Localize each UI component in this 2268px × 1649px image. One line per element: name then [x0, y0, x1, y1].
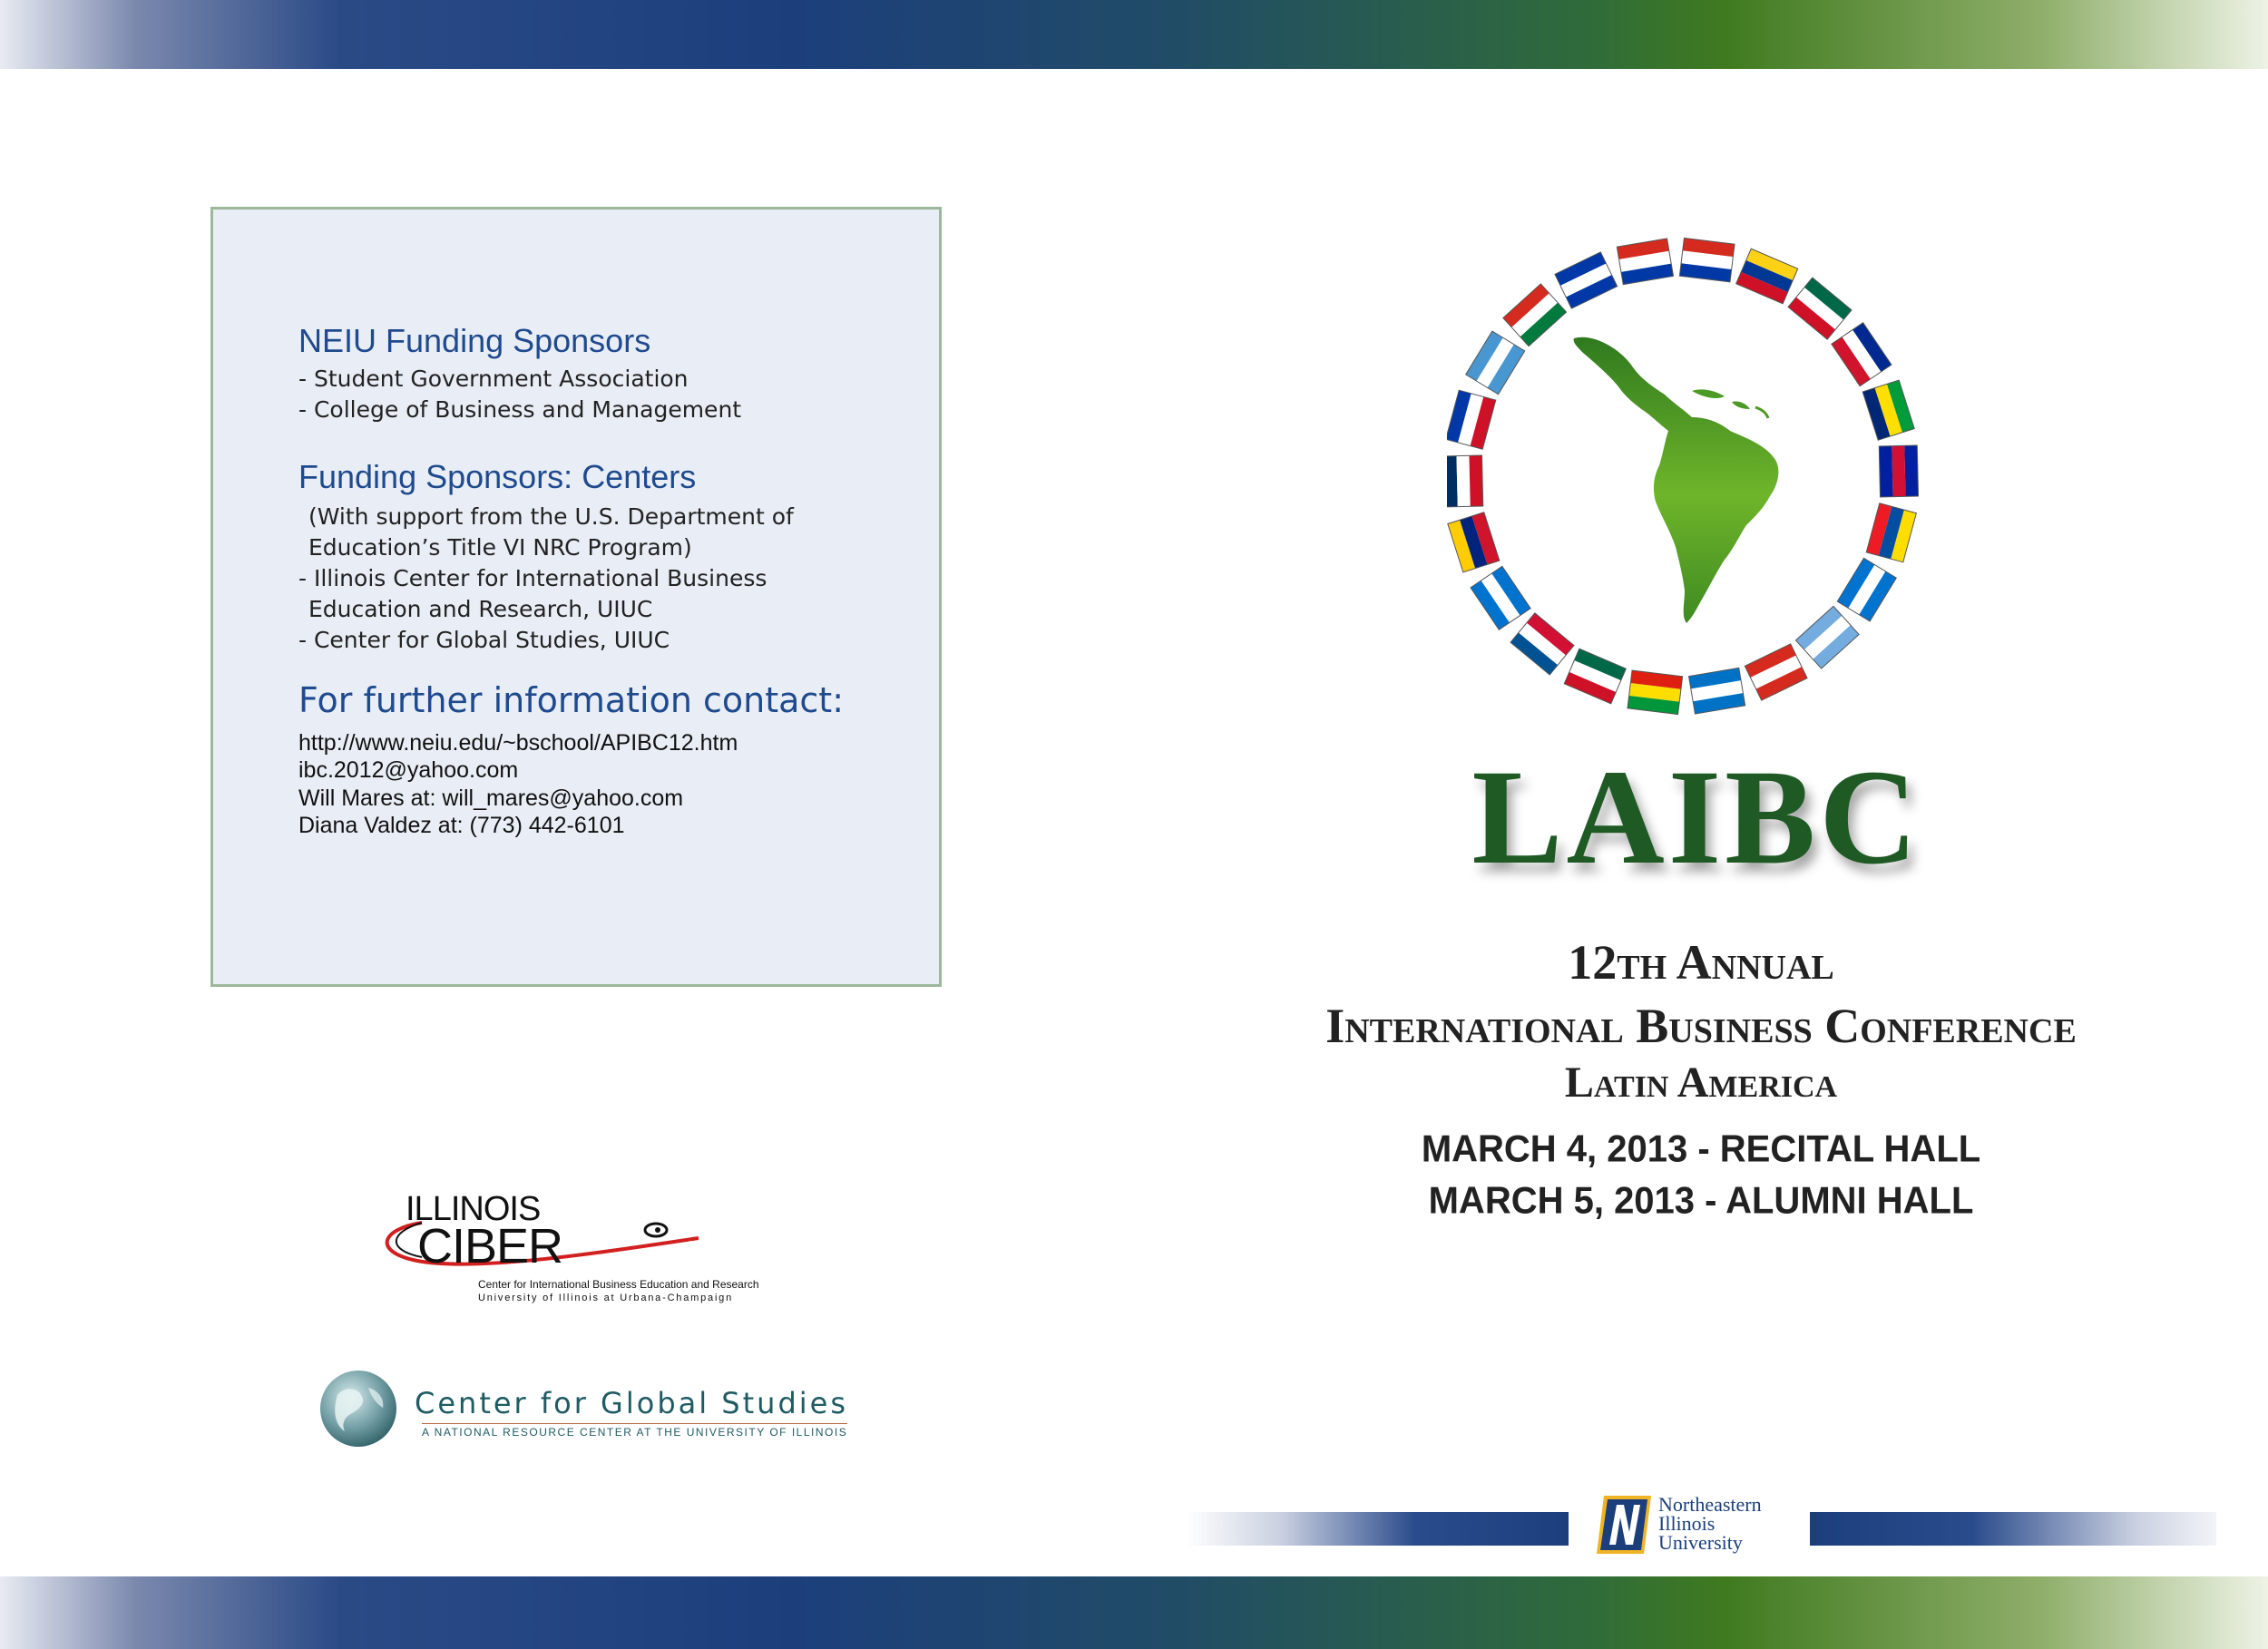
country-flag	[1510, 613, 1574, 675]
centers-sponsors-heading: Funding Sponsors: Centers	[298, 458, 697, 495]
footer-rule-right	[1810, 1512, 2216, 1546]
centers-line: (With support from the U.S. Department of	[308, 503, 794, 530]
event-date-2: MARCH 5, 2013 - ALUMNI HALL	[1428, 1179, 1974, 1223]
top-gradient-band	[0, 0, 2268, 69]
country-flag	[1679, 238, 1735, 281]
contact-heading: For further information contact:	[298, 680, 845, 720]
footer-rule-left	[1186, 1512, 1569, 1546]
centers-line: Education and Research, UIUC	[308, 596, 653, 622]
event-date-1: MARCH 4, 2013 - RECITAL HALL	[1421, 1127, 1981, 1171]
country-flag	[1471, 566, 1530, 629]
globe-icon	[318, 1368, 399, 1449]
conference-edition: 12th Annual	[1568, 935, 1834, 990]
neiu-name-line: University	[1658, 1531, 1743, 1554]
country-flag	[1745, 644, 1807, 700]
laibc-acronym: LAIBC	[1471, 742, 1921, 893]
contact-url[interactable]: http://www.neiu.edu/~bschool/APIBC12.htm	[298, 730, 738, 756]
contact-will-mares: Will Mares at: will_mares@yahoo.com	[298, 785, 684, 811]
conference-region: Latin America	[1564, 1059, 1838, 1107]
contact-email[interactable]: ibc.2012@yahoo.com	[298, 757, 519, 783]
ciber-illinois-text: ILLINOIS	[406, 1190, 541, 1228]
cgs-title: Center for Global Studies	[415, 1386, 848, 1420]
centers-line: Education’s Title VI NRC Program)	[308, 534, 692, 561]
conference-title: International Business Conference	[1325, 999, 2077, 1053]
country-flag	[1879, 445, 1918, 497]
ciber-main-text: CIBER	[417, 1219, 563, 1273]
country-flag	[1866, 503, 1916, 562]
country-flag	[1832, 323, 1892, 386]
bottom-gradient-band	[0, 1576, 2268, 1649]
country-flag	[1788, 278, 1852, 339]
ciber-full-name: Center for International Business Education and Research	[478, 1278, 759, 1291]
country-flag	[1564, 649, 1626, 704]
country-flag	[1689, 668, 1745, 714]
country-flag	[1862, 380, 1914, 440]
neiu-sponsor-item: - College of Business and Management	[298, 396, 742, 423]
neiu-sponsors-heading: NEIU Funding Sponsors	[298, 322, 651, 359]
latin-america-flag-ring-emblem	[1447, 231, 1955, 721]
country-flag	[1503, 284, 1567, 346]
neiu-sponsor-item: - Student Government Association	[298, 366, 689, 392]
contact-diana-valdez: Diana Valdez at: (773) 442-6101	[298, 813, 625, 838]
neiu-n-logo	[1595, 1492, 1653, 1557]
country-flag	[1447, 390, 1496, 449]
country-flag	[1555, 252, 1618, 308]
country-flag	[1736, 249, 1798, 304]
country-flag	[1448, 512, 1500, 572]
neiu-name-line: Northeastern	[1658, 1493, 1762, 1516]
country-flag	[1795, 606, 1859, 668]
country-flag	[1617, 239, 1673, 285]
cgs-subtitle: A NATIONAL RESOURCE CENTER AT THE UNIVERSITY OF ILLINOIS	[422, 1423, 847, 1439]
neiu-name-line: Illinois	[1658, 1512, 1716, 1535]
country-flag	[1447, 455, 1483, 507]
country-flag	[1837, 558, 1896, 621]
centers-line: - Center for Global Studies, UIUC	[298, 627, 670, 653]
country-flag	[1628, 670, 1683, 714]
country-flag	[1466, 331, 1525, 395]
ciber-university: University of Illinois at Urbana-Champaign	[478, 1293, 734, 1303]
centers-line: - Illinois Center for International Business	[298, 565, 767, 591]
